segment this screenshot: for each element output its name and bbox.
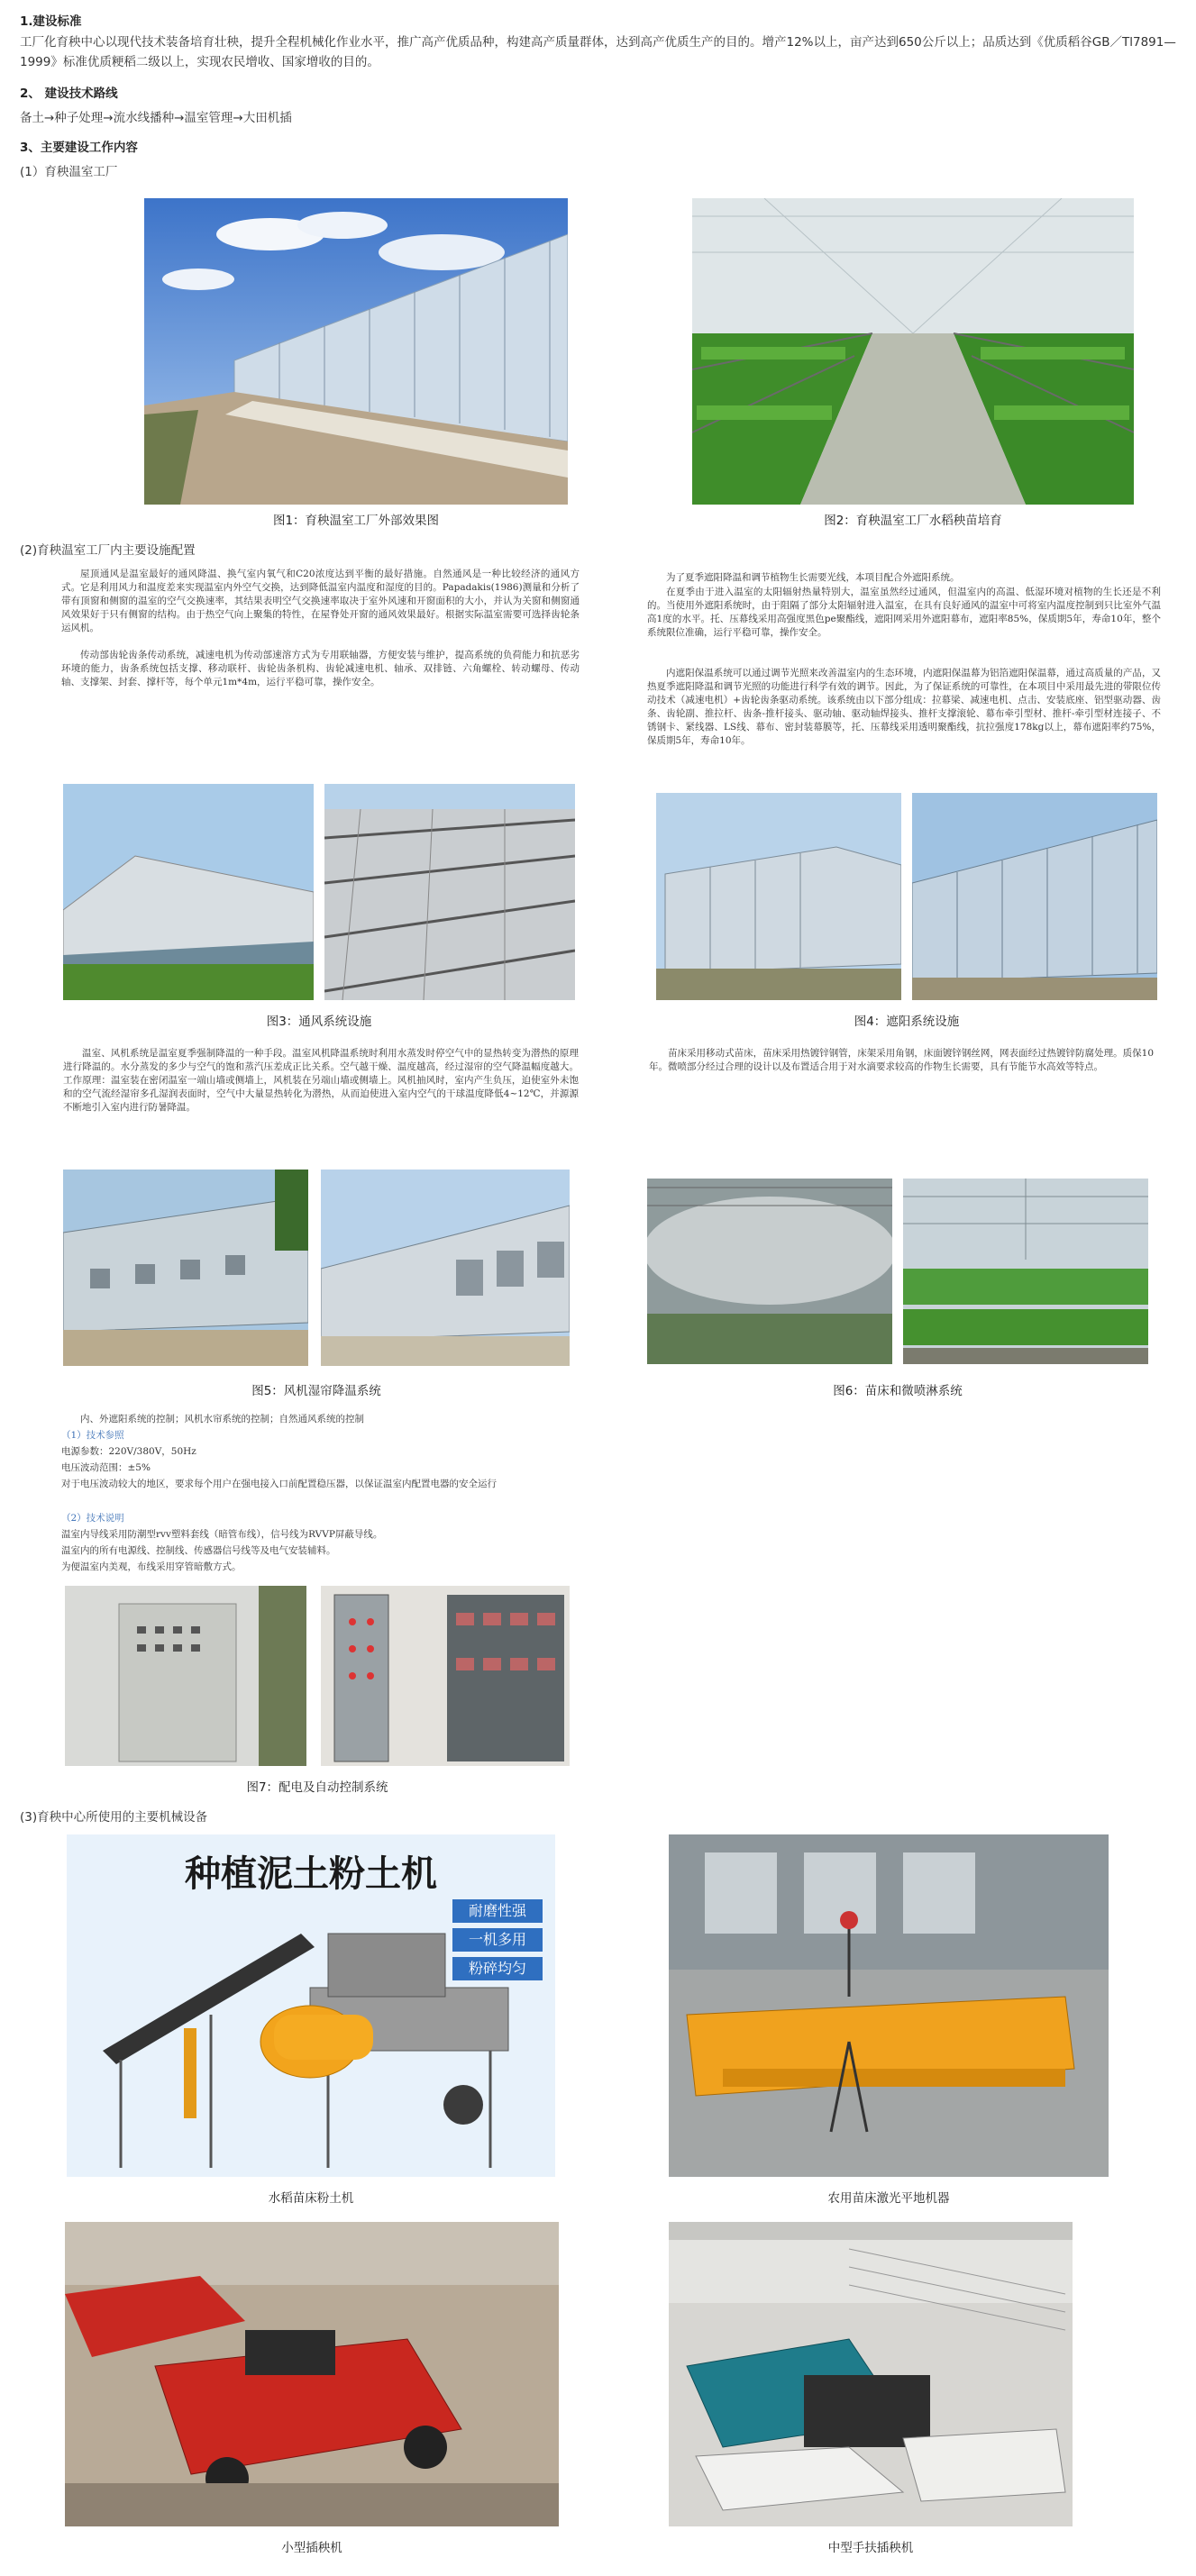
figure6-caption: 图6：苗床和微喷淋系统: [833, 1384, 963, 1398]
control-line2: 电压波动范围：±5%: [61, 1462, 151, 1473]
subsection1-heading: (1）育秧温室工厂: [20, 165, 118, 179]
control-line3: 对于电压波动较大的地区，要求每个用户在强电接入口前配置稳压器，以保证温室内配置电器的安全运行: [61, 1479, 497, 1489]
figure1-caption: 图1：育秧温室工厂外部效果图: [272, 514, 440, 528]
machine-ad-tag1: 耐磨性强: [452, 1899, 543, 1923]
machine2-caption: 农用苗床激光平地机器: [827, 2191, 950, 2206]
control-line6: 为便温室内美观，布线采用穿管暗敷方式。: [61, 1561, 242, 1572]
section1-text: 工厂化育秧中心以现代技术装备培育壮秧，提升全程机械化作业水平，推广高产优质品种，构建高产质量群体，达到高产优质生产的目的。增产12%以上，亩产达到650公斤以上；品质达到《优质稻谷GB／Tl7891—1999》标准优质粳稻二级以上，实现农民增收、国家增收的目的。: [20, 35, 1176, 69]
machine-ad-tag3: 粉碎均匀: [452, 1957, 543, 1980]
control-line5: 温室内的所有电源线、控制线、传感器信号线等及电气安装辅料。: [61, 1545, 336, 1556]
machine4-caption: 中型手扶插秧机: [827, 2541, 914, 2555]
control-line4: 温室内导线采用防潮型rvv塑料套线（暗管布线），信号线为RVVP屏蔽导线。: [61, 1529, 383, 1540]
tech-route: 备土→种子处理→流水线播种→温室管理→大田机插: [20, 111, 292, 125]
ventilation-paragraph-2: 传动部齿轮齿条传动系统，减速电机为传动部速溶方式为专用联轴器，方便安装与维护，提高系统的负荷能力和抗恶劣环境的能力，齿条系统包括支撑、移动联杆、齿轮齿条机构、齿轮减速电机、轴承、双排链、六角螺栓、转动螺母、传动轴、支撑架、封套、撑杆等，每个单元1m*4m，运行平稳可靠，操作安全。: [61, 650, 580, 687]
laser-leveler-photo: [669, 1834, 1109, 2177]
mist-spray-photo-2: [903, 1179, 1148, 1364]
figure5-caption: 图5：风机湿帘降温系统: [251, 1384, 381, 1398]
fan-pad-photo-1: [63, 1170, 308, 1366]
fan-paragraph: 温室、风机系统是温室夏季强制降温的一种手段。温室风机降温系统时利用水蒸发时停空气中的显热转变为潜热的原理进行降温的。水分蒸发的多少与空气的饱和蒸汽压差成正比关系。空气越干燥、温度越高，经过湿帘的空气降温幅度越大。工作原理：温室装在密闭温室一端山墙或侧墙上，风机装在另端山墙或侧墙上。风机抽风时，室内产生负压，迫使室外未饱和的空气流经湿帘多孔湿润表面时，空气中大量显热转化为潜热，从而迫使进入室内空气的干球温度降低4~12℃，并源源不断地引入室内进行防暑降温。: [63, 1048, 579, 1113]
mist-spray-photo-1: [647, 1179, 892, 1364]
greenhouse-seedling-photo: [692, 198, 1134, 505]
seedbed-paragraph: 苗床采用移动式苗床，苗床采用热镀锌钢管，床架采用角钢，床面镀锌钢丝网，网表面经过热镀锌防腐处理。质保10年。微喷部分经过合理的设计以及布置适合用于对水滴要求较高的作物生长需要，具有节能节水高效等特点。: [649, 1048, 1154, 1072]
machine-ad-tag2: 一机多用: [452, 1928, 543, 1952]
control-intro: 内、外遮阳系统的控制；风机水帘系统的控制；自然通风系统的控制: [80, 1414, 364, 1425]
control-sub2: （2）技术说明: [61, 1513, 124, 1524]
figure3-caption: 图3：通风系统设施: [266, 1015, 372, 1029]
control-panels-photo: [321, 1586, 570, 1766]
figure2-caption: 图2：育秧温室工厂水稻秧苗培育: [824, 514, 1002, 528]
walk-behind-transplanter-photo: [669, 2222, 1073, 2526]
subsection2-heading: (2)育秧温室工厂内主要设施配置: [20, 543, 196, 558]
subsection3-heading: (3)育秧中心所使用的主要机械设备: [20, 1810, 208, 1825]
ventilation-paragraph: 屋顶通风是温室最好的通风降温、换气室内氧气和C20浓度达到平衡的最好措施。自然通风是一种比较经济的通风方式。它是利用风力和温度差来实现温室内外空气交换，达到降低温室内温度和湿度的目的。Papadakis(1986)测量和分析了带有顶窗和侧窗的温室的空气交换速率，其结果表明空气交换速率取决于室外风速和开窗面积的大小，并认为关窗和侧窗通风效果好于只有侧窗的结构。由于热空气向上聚集的特性，在屋脊处开窗的通风效果最好。根据实际温室需要可选择齿轮条运风机。: [61, 569, 580, 633]
figure7-caption: 图7：配电及自动控制系统: [246, 1780, 388, 1795]
control-line1: 电源参数：220V/380V，50Hz: [61, 1446, 196, 1457]
section3-heading: 3、主要建设工作内容: [20, 141, 138, 155]
ventilation-photo-2: [324, 784, 575, 1000]
small-transplanter-photo: [65, 2222, 559, 2526]
shade-paragraph: 为了夏季遮阳降温和调节植物生长需要光线，本项目配合外遮阳系统。: [666, 572, 960, 583]
machine-ad-title: 种植泥土粉土机: [185, 1852, 437, 1895]
machine3-caption: 小型插秧机: [281, 2541, 342, 2555]
figure4-caption: 图4：遮阳系统设施: [854, 1015, 960, 1029]
shade-paragraph-3: 内遮阳保温系统可以通过调节光照来改善温室内的生态环境，内遮阳保温幕为铝箔遮阳保温幕，通过高质量的产品，又热夏季遮阳降温和调节光照的功能进行科学有效的调节。因此，为了保证系统的可靠性，在本项目中采用最先进的带限位传动技术（减速电机）+齿轮齿条驱动系统。该系统由以下部分组成：拉幕梁、减速电机、点击、安装底座、铝型驱动器、齿条、齿轮副、推拉杆、齿条-推杆接头、驱动轴、驱动轴焊接头、推杆支撑滚轮、幕布牵引型材、推杆-牵引型材连接子、不锈钢卡、紧线器、LS线、幕布、密封装幕膜等，托、压幕线采用透明聚酯线，抗拉强度178kg以上，幕布遮阳率约75%，保质期5年，寿命10年。: [647, 668, 1161, 746]
machine1-caption: 水稻苗床粉土机: [268, 2191, 354, 2206]
fan-pad-photo-2: [321, 1170, 570, 1366]
soil-crusher-photo: [67, 1834, 555, 2177]
shade-photo-1: [656, 793, 901, 1000]
section2-heading: 2、 建设技术路线: [20, 86, 118, 101]
section1-heading: 1.建设标准: [20, 14, 82, 29]
shade-paragraph-2: 在夏季由于进入温室的太阳辐射热量特别大，温室虽然经过通风，但温室内的高温、低湿环境对植物的生长还是不利的。当使用外遮阳系统时，由于阻隔了部分太阳辐射进入温室，在具有良好通风的温室中可将室内温度控制到只比室外气温高1度的水平。托、压幕线采用高强度黑色pe聚酯线，遮阳网采用外遮阳幕布，遮阳率85%，保质期5年，寿命10年，整个系统限位准确，运行平稳可靠，操作安全。: [647, 587, 1161, 638]
control-cabinet-photo: [65, 1586, 306, 1766]
ventilation-photo-1: [63, 784, 314, 1000]
shade-photo-2: [912, 793, 1157, 1000]
control-sub1: （1）技术参照: [61, 1430, 124, 1441]
greenhouse-exterior-photo: [144, 198, 568, 505]
